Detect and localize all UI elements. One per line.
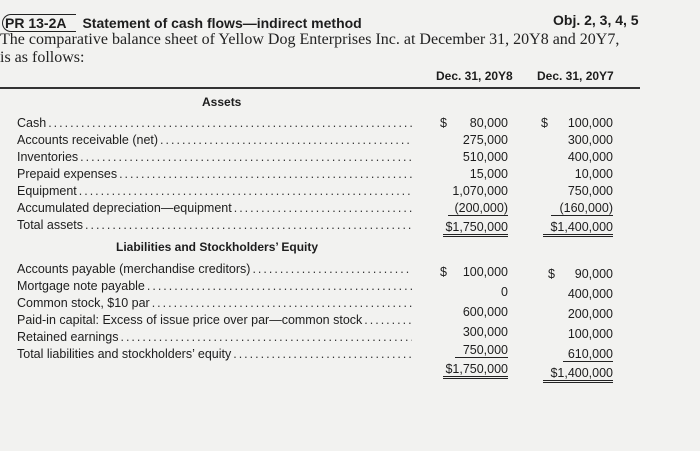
value-mortgage-20y7: 400,000 [567, 287, 613, 301]
balance-row-paid-in-capital: Paid-in capital: Excess of issue price over par—common stock ..... [17, 313, 412, 327]
problem-title: Statement of cash flows—indirect method [82, 15, 362, 31]
balance-row-equipment: Equipment ..... [17, 184, 412, 198]
currency-symbol: $ [548, 267, 555, 281]
balance-row-cash: Cash ..... [17, 116, 412, 130]
value-total-assets-20y8: $1,750,000 [443, 220, 508, 237]
balance-row-mortgage-note: Mortgage note payable ..... [17, 279, 412, 293]
intro-text-line1: The comparative balance sheet of Yellow Dog Enterprises Inc. at December 31, 20Y8 and 20Y7, [0, 31, 620, 48]
column-header-20y8: Dec. 31, 20Y8 [436, 69, 513, 83]
liabilities-heading: Liabilities and Stockholders’ Equity [116, 240, 319, 254]
value-prepaid-20y8: 15,000 [469, 167, 508, 181]
currency-symbol: $ [440, 116, 447, 130]
value-retained-earnings-20y7: 610,000 [563, 347, 613, 362]
value-paid-in-capital-20y8: 300,000 [462, 325, 508, 339]
value-equipment-20y7: 750,000 [567, 184, 613, 198]
problem-header [2, 14, 362, 32]
value-common-stock-20y7: 200,000 [567, 307, 613, 321]
value-equipment-20y8: 1,070,000 [452, 184, 508, 198]
balance-row-accounts-payable: Accounts payable (merchandise creditors) ..... [17, 262, 412, 276]
balance-row-prepaid-expenses: Prepaid expenses ..... [17, 167, 412, 181]
balance-row-retained-earnings: Retained earnings ..... [17, 330, 412, 344]
value-retained-earnings-20y8: 750,000 [455, 343, 508, 358]
value-total-liab-equity-20y8: $1,750,000 [443, 362, 508, 379]
value-mortgage-20y8: 0 [501, 285, 508, 299]
value-inventories-20y8: 510,000 [462, 150, 508, 164]
balance-row-inventories: Inventories ..... [17, 150, 412, 164]
balance-row-accumulated-depreciation: Accumulated depreciation—equipment ..... [17, 201, 412, 215]
balance-row-common-stock: Common stock, $10 par ..... [17, 296, 412, 310]
balance-row-total-liabilities-equity: Total liabilities and stockholders’ equity ..... [17, 347, 412, 361]
balance-row-total-assets: Total assets ..... [17, 218, 412, 232]
currency-symbol: $ [541, 116, 548, 130]
value-accounts-payable-20y8: 100,000 [462, 265, 508, 279]
column-header-20y7: Dec. 31, 20Y7 [537, 69, 614, 83]
currency-symbol: $ [440, 265, 447, 279]
value-receivable-20y8: 275,000 [462, 133, 508, 147]
value-paid-in-capital-20y7: 100,000 [567, 327, 613, 341]
value-cash-20y8: 80,000 [469, 116, 508, 130]
problem-tag: PR 13-2A [2, 14, 76, 32]
assets-heading: Assets [202, 95, 242, 109]
objectives-label: Obj. 2, 3, 4, 5 [553, 12, 639, 28]
value-accum-dep-20y7: (160,000) [551, 201, 613, 216]
value-prepaid-20y7: 10,000 [574, 167, 613, 181]
value-total-assets-20y7: $1,400,000 [543, 220, 613, 237]
value-cash-20y7: 100,000 [567, 116, 613, 130]
balance-row-accounts-receivable: Accounts receivable (net) ..... [17, 133, 412, 147]
header-rule [0, 87, 640, 89]
value-receivable-20y7: 300,000 [567, 133, 613, 147]
intro-text-line2: is as follows: [0, 49, 85, 66]
value-total-liab-equity-20y7: $1,400,000 [543, 366, 613, 383]
value-inventories-20y7: 400,000 [567, 150, 613, 164]
value-accounts-payable-20y7: 90,000 [574, 267, 613, 281]
value-common-stock-20y8: 600,000 [462, 305, 508, 319]
value-accum-dep-20y8: (200,000) [448, 201, 508, 216]
